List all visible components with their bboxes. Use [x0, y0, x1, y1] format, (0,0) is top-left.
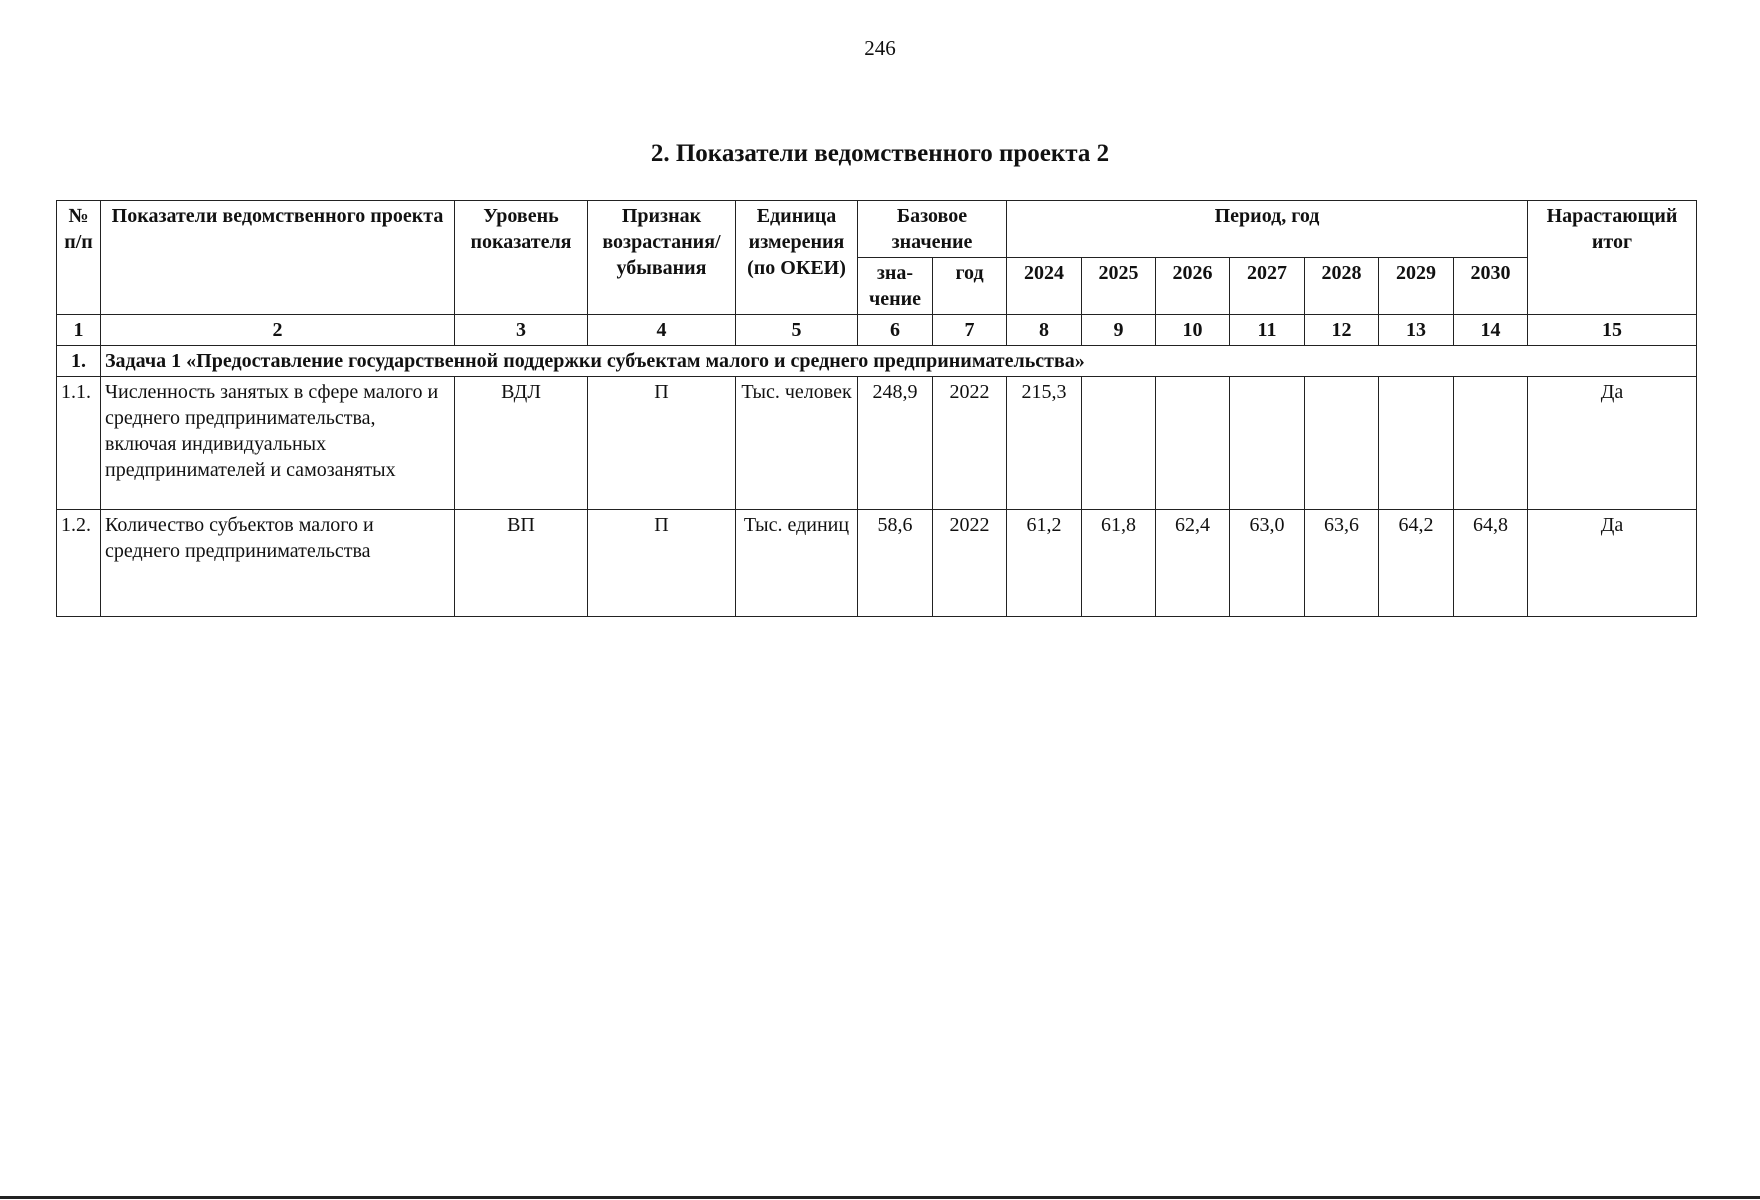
column-number: 9 [1082, 315, 1156, 346]
column-number: 6 [858, 315, 933, 346]
value-2027 [1230, 377, 1305, 510]
indicator-level: ВДЛ [455, 377, 588, 510]
value-2027: 63,0 [1230, 510, 1305, 617]
header-year-2025: 2025 [1082, 258, 1156, 315]
column-number: 13 [1379, 315, 1454, 346]
trend-sign: П [588, 510, 736, 617]
value-2024: 61,2 [1007, 510, 1082, 617]
column-number: 12 [1305, 315, 1379, 346]
indicator-name: Численность занятых в сфере малого и среднего предпринимательства, включая индивидуальных предпринимателей и самозанятых [101, 377, 455, 510]
unit: Тыс. единиц [736, 510, 858, 617]
header-cumulative: Нарастающий итог [1528, 201, 1697, 315]
trend-sign: П [588, 377, 736, 510]
row-number: 1.2. [57, 510, 101, 617]
column-number-row [57, 315, 1697, 346]
header-period: Период, год [1007, 201, 1528, 258]
base-value: 58,6 [858, 510, 933, 617]
value-2028 [1305, 377, 1379, 510]
indicator-level: ВП [455, 510, 588, 617]
task-row [57, 346, 1697, 377]
value-2025 [1082, 377, 1156, 510]
column-number: 7 [933, 315, 1007, 346]
header-level: Уровень показателя [455, 201, 588, 315]
page-number: 246 [864, 36, 896, 60]
value-2024: 215,3 [1007, 377, 1082, 510]
indicator-name: Количество субъектов малого и среднего предпринимательства [101, 510, 455, 617]
column-number: 11 [1230, 315, 1305, 346]
header-base: Базовое значение [858, 201, 1007, 258]
value-2029 [1379, 377, 1454, 510]
header-base-value: зна-чение [858, 258, 933, 315]
column-number: 2 [101, 315, 455, 346]
cumulative-flag: Да [1528, 510, 1697, 617]
column-number: 5 [736, 315, 858, 346]
unit: Тыс. человек [736, 377, 858, 510]
row-number: 1.1. [57, 377, 101, 510]
header-year-2030: 2030 [1454, 258, 1528, 315]
header-trend: Признак возрастания/ убывания [588, 201, 736, 315]
section-title: 2. Показатели ведомственного проекта 2 [650, 140, 1110, 167]
value-2026 [1156, 377, 1230, 510]
table-row [57, 510, 1697, 617]
task-title: Задача 1 «Предоставление государственной поддержки субъектам малого и среднего предпринимательства» [101, 346, 1697, 377]
header-no: № п/п [57, 201, 101, 315]
header-unit: Единица измерения (по ОКЕИ) [736, 201, 858, 315]
column-number: 14 [1454, 315, 1528, 346]
value-2028: 63,6 [1305, 510, 1379, 617]
value-2030: 64,8 [1454, 510, 1528, 617]
header-year-2026: 2026 [1156, 258, 1230, 315]
cumulative-flag: Да [1528, 377, 1697, 510]
column-number: 1 [57, 315, 101, 346]
header-year-2027: 2027 [1230, 258, 1305, 315]
base-value: 248,9 [858, 377, 933, 510]
header-base-year: год [933, 258, 1007, 315]
column-number: 15 [1528, 315, 1697, 346]
task-number: 1. [57, 346, 101, 377]
value-2029: 64,2 [1379, 510, 1454, 617]
header-year-2024: 2024 [1007, 258, 1082, 315]
header-year-2028: 2028 [1305, 258, 1379, 315]
base-year: 2022 [933, 510, 1007, 617]
column-number: 10 [1156, 315, 1230, 346]
bottom-rule [0, 1196, 1760, 1199]
value-2026: 62,4 [1156, 510, 1230, 617]
header-row-1 [57, 201, 1697, 258]
column-number: 4 [588, 315, 736, 346]
table-row [57, 377, 1697, 510]
header-indicator: Показатели ведомственного проекта [101, 201, 455, 315]
value-2025: 61,8 [1082, 510, 1156, 617]
header-year-2029: 2029 [1379, 258, 1454, 315]
indicators-table [56, 200, 1697, 617]
base-year: 2022 [933, 377, 1007, 510]
value-2030 [1454, 377, 1528, 510]
column-number: 8 [1007, 315, 1082, 346]
column-number: 3 [455, 315, 588, 346]
